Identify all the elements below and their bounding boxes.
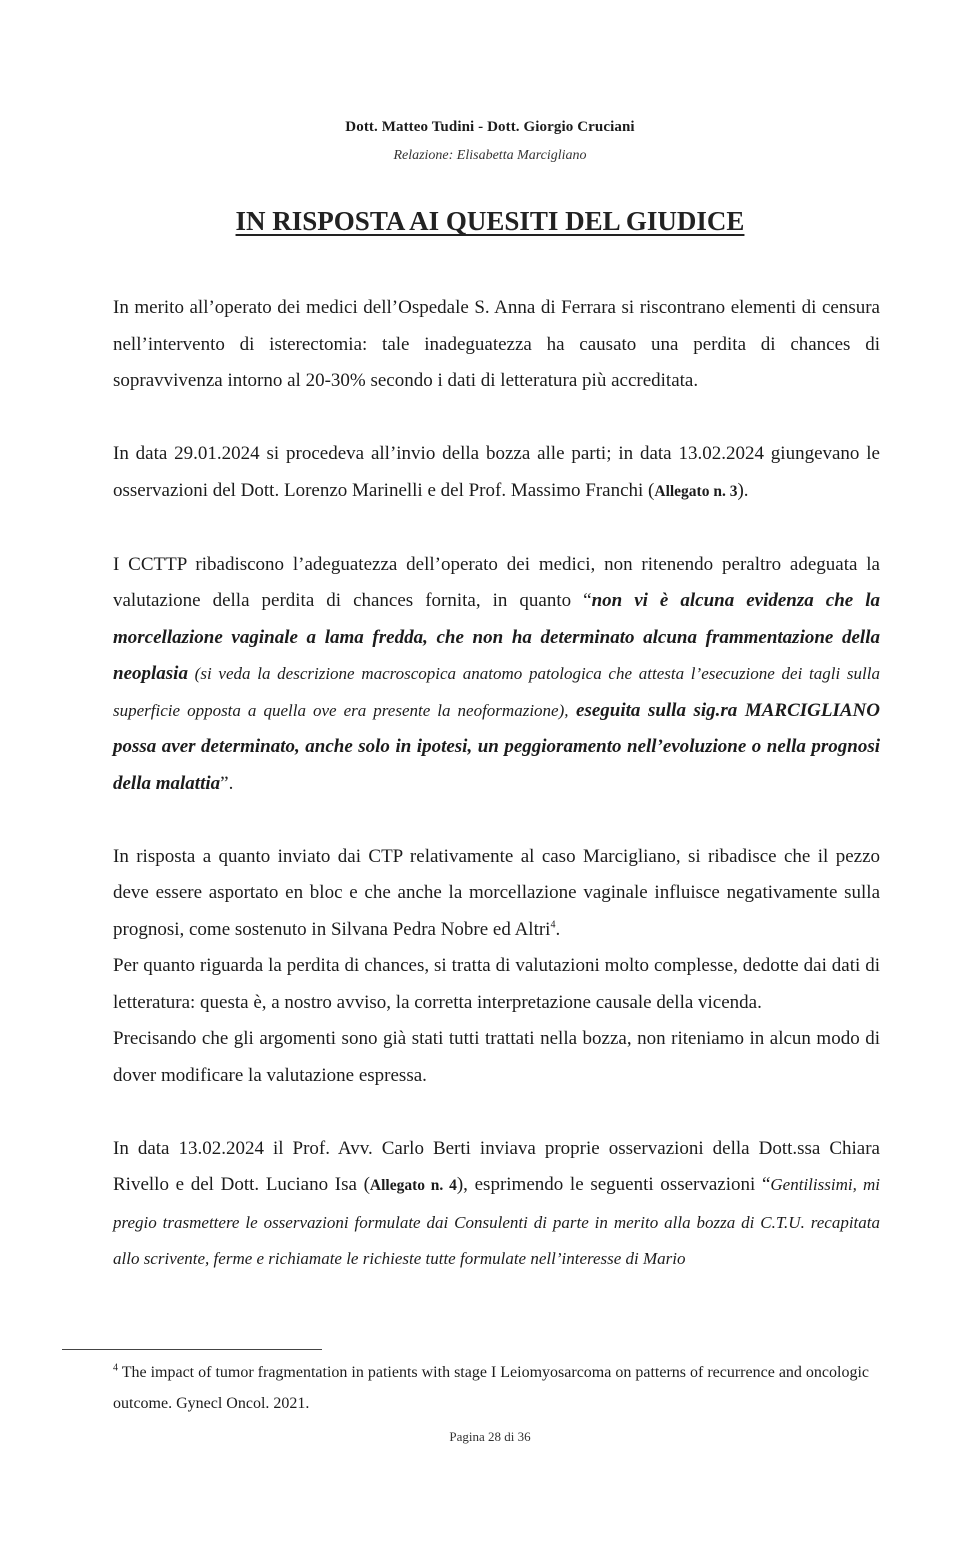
allegato-3-ref: Allegato n. 3 — [654, 482, 738, 500]
paragraph-1-text: In merito all’operato dei medici dell’Ospedale S. Anna di Ferrara si riscontrano elementi di censura nell’intervento di isterectomia: tale inadeguatezza ha causato una perdita di chances di sopravvivenza intorno al 20-30% secondo i dati di letteratura più accreditata. — [113, 297, 880, 391]
allegato-4-ref: Allegato n. 4 — [369, 1177, 457, 1194]
paragraph-4-text: In risposta a quanto inviato dai CTP relativamente al caso Marcigliano, si ribadisce che il pezzo deve essere asportato en bloc e che anche la morcellazione vaginale influisce negativamente sulla prognosi, come sostenuto in Silvana Pedra Nobre ed Altri — [113, 845, 880, 940]
quote-italic: (si veda la descrizione macroscopica anatomo patologica che attesta l’esecuzione dei tagli sulla superficie opposta a quella ove era presente la neoformazione), — [113, 664, 880, 720]
footnote — [113, 1357, 880, 1419]
quote-bold-1: non vi è alcuna evidenza che la morcellazione vaginale a lama fredda, che non ha determinato alcuna frammentazione della neoplasia — [113, 590, 880, 684]
quote-bold-2: eseguita sulla sig.ra MARCIGLIANO possa aver determinato, anche solo in ipotesi, un peggioramento nell’evoluzione o nella prognosi della malattia — [113, 699, 880, 794]
header-relazione: Relazione: Elisabetta Marcigliano — [393, 148, 587, 163]
footnote-text: The impact of tumor fragmentation in patients with stage I Leiomyosarcoma on patterns of recurrence and oncologic outcome. Gynecl Oncol. 2021. — [113, 1364, 870, 1412]
paragraph-6-text: Precisando che gli argomenti sono già stati tutti trattati nella bozza, non riteniamo in alcun modo di dover modificare la valutazione espressa. — [113, 1028, 880, 1086]
paragraph-3-text: I CCTTP ribadiscono l’adeguatezza dell’operato dei medici, non ritenendo peraltro adeguata la valutazione della perdita di chances fornita, in quanto “ — [113, 553, 880, 611]
paragraph-2-text: In data 29.01.2024 si procedeva all’invio della bozza alle parti; in data 13.02.2024 giungevano le osservazioni del Dott. Lorenzo Marinelli e del Prof. Massimo Franchi ( — [113, 443, 880, 501]
paragraph-5 — [113, 948, 880, 1021]
paragraph-4 — [113, 839, 880, 949]
footnote-divider — [62, 1349, 322, 1350]
header-authors: Dott. Matteo Tudini - Dott. Giorgio Cruciani — [345, 119, 635, 135]
paragraph-5-text: Per quanto riguarda la perdita di chances, si tratta di valutazioni molto complesse, dedotte dai dati di letteratura: questa è, a nostro avviso, la corretta interpretazione causale della vicenda. — [113, 955, 880, 1013]
page-number: Pagina 28 di 36 — [449, 1429, 531, 1444]
page-title: IN RISPOSTA AI QUESITI DEL GIUDICE — [235, 206, 745, 236]
quote-berti: Gentilissimi, mi pregio trasmettere le osservazioni formulate dai Consulenti di parte in merito alla bozza di C.T.U. recapitata allo scrivente, ferme e richiamate le richieste tutte formulate nell’interesse di Mario — [113, 1175, 881, 1268]
footnote-ref: 4 — [550, 919, 556, 931]
paragraph-4-end: . — [555, 918, 561, 940]
paragraph-1 — [113, 290, 880, 400]
paragraph-3 — [113, 547, 880, 803]
paragraph-7 — [113, 1131, 880, 1278]
document-body — [113, 290, 880, 1278]
paragraph-7-text: In data 13.02.2024 il Prof. Avv. Carlo Berti inviava proprie osservazioni della Dott.ssa Chiara Rivello e del Dott. Luciano Isa ( — [113, 1137, 880, 1195]
footnote-number: 4 — [113, 1362, 118, 1374]
paragraph-6 — [113, 1021, 880, 1094]
paragraph-7-mid: ), esprimendo le seguenti osservazioni “ — [456, 1174, 771, 1195]
paragraph-2-end: ). — [737, 479, 749, 501]
paragraph-2 — [113, 436, 880, 510]
paragraph-3-end: ”. — [220, 772, 234, 794]
